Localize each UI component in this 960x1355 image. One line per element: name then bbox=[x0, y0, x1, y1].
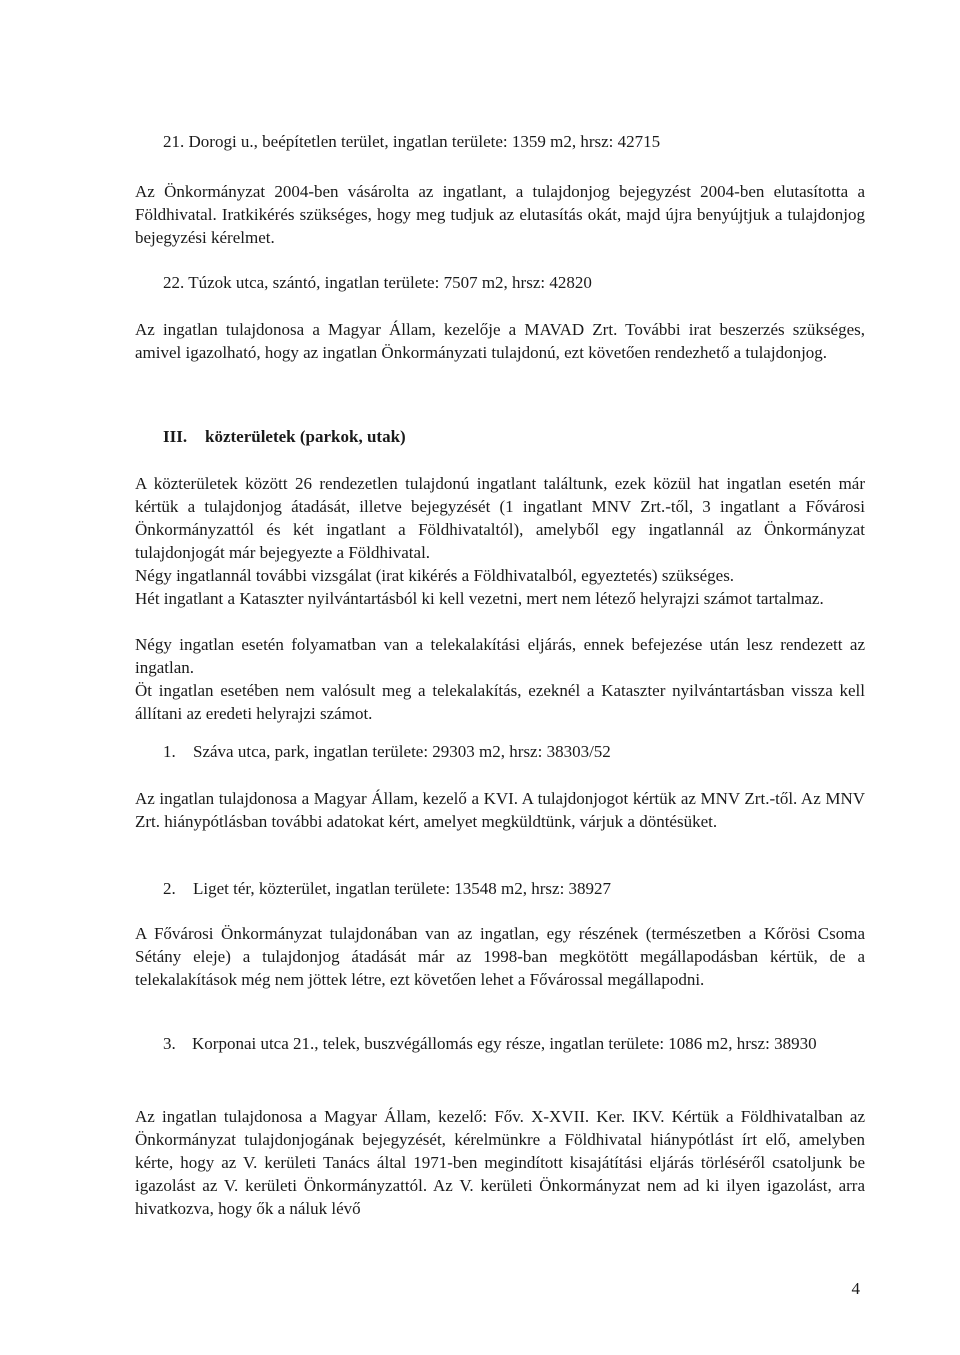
section-3-paragraph-2: Négy ingatlannál további vizsgálat (irat kikérés a Földhivatalból, egyeztetés) szükséges. bbox=[135, 566, 735, 585]
section-3-heading bbox=[163, 425, 406, 448]
subitem-2-heading bbox=[163, 877, 611, 900]
item-21-body: Az Önkormányzat 2004-ben vásárolta az ingatlant, a tulajdonjog bejegyzést 2004-ben elutasította a Földhivatal. Iratkikérés szükséges, hogy meg tudjuk az elutasítás okát, majd újra benyújtjuk a tulajdonjog bejegyzési kérelmet. bbox=[135, 182, 865, 247]
subitem-2-body: A Fővárosi Önkormányzat tulajdonában van az ingatlan, egy részének (természetben a Kőrösi Csoma Sétány eleje) a tulajdonjog átadását már az 1998-ban megkötött megállapodásban kértük, de a telekalakítások még nem jöttek létre, ezt követően lehet a Fővárossal megállapodni. bbox=[135, 924, 865, 989]
subitem-2-number: 2. bbox=[163, 879, 176, 898]
section-3-number: III. bbox=[163, 427, 188, 446]
section-3-paragraph-1: A közterületek között 26 rendezetlen tulajdonú ingatlant találtunk, ezek közül hat ingatlan esetén már kértük a tulajdonjog átadását, illetve bejegyzését (1 ingatlant MNV Zrt.-től, 3 ingatlant a Fővárosi Önkormányzattól és két ingatlant a Földhivataltól), amelyből egy ingatlannál az Önkormányzat tulajdonjogát már bejegyezte a Földhivatal. bbox=[135, 474, 865, 562]
subitem-1-title: Száva utca, park, ingatlan területe: 29303 m2, hrsz: 38303/52 bbox=[193, 742, 611, 761]
subitem-1-heading bbox=[163, 740, 611, 763]
subitem-2-title: Liget tér, közterület, ingatlan területe: 13548 m2, hrsz: 38927 bbox=[193, 879, 612, 898]
page-number: 4 bbox=[851, 1279, 860, 1298]
item-22-heading: 22. Túzok utca, szántó, ingatlan területe: 7507 m2, hrsz: 42820 bbox=[163, 273, 592, 292]
subitem-3-number: 3. bbox=[163, 1034, 176, 1053]
item-21-heading: 21. Dorogi u., beépítetlen terület, ingatlan területe: 1359 m2, hrsz: 42715 bbox=[163, 132, 661, 151]
section-3-paragraph-3: Hét ingatlant a Kataszter nyilvántartásból ki kell vezetni, mert nem létező helyrajzi számot tartalmaz. bbox=[135, 589, 824, 608]
subitem-3-body: Az ingatlan tulajdonosa a Magyar Állam, kezelő: Főv. X-XVII. Ker. IKV. Kértük a Földhivatalban az Önkormányzat tulajdonjogának bejegyzését, kérelmünkre a Földhivatal hiánypótlást írt elő, amelyben kérte, hogy az V. kerületi Tanács által 1971-ben megindított kisajátítási eljárás törléséről csatoljunk be igazolást az V. kerületi Önkormányzattól. Az V. kerületi Önkormányzat nem ad ki ilyen igazolást, arra hivatkozva, hogy ők a náluk lévő bbox=[135, 1107, 865, 1218]
subitem-3-heading: Korponai utca 21., telek, buszvégállomás egy része, ingatlan területe: 1086 m2, hrsz: 38930 bbox=[192, 1034, 817, 1053]
subitem-1-number: 1. bbox=[163, 742, 176, 761]
section-3-title: közterületek (parkok, utak) bbox=[205, 427, 406, 446]
subitem-1-body: Az ingatlan tulajdonosa a Magyar Állam, kezelő a KVI. A tulajdonjogot kértük az MNV Zrt.-től. Az MNV Zrt. hiánypótlásban további adatokat kért, amelyet megküldtünk, várjuk a döntésüket. bbox=[135, 789, 865, 831]
section-3-paragraph-5: Öt ingatlan esetében nem valósult meg a telekalakítás, ezeknél a Kataszter nyilvántartásban vissza kell állítani az eredeti helyrajzi számot. bbox=[135, 681, 865, 723]
section-3-paragraph-4: Négy ingatlan esetén folyamatban van a telekalakítási eljárás, ennek befejezése után lesz rendezett az ingatlan. bbox=[135, 635, 865, 677]
item-22-body: Az ingatlan tulajdonosa a Magyar Állam, kezelője a MAVAD Zrt. További irat beszerzés szükséges, amivel igazolható, hogy az ingatlan Önkormányzati tulajdonú, ezt követően rendezhető a tulajdonjog. bbox=[135, 320, 865, 362]
